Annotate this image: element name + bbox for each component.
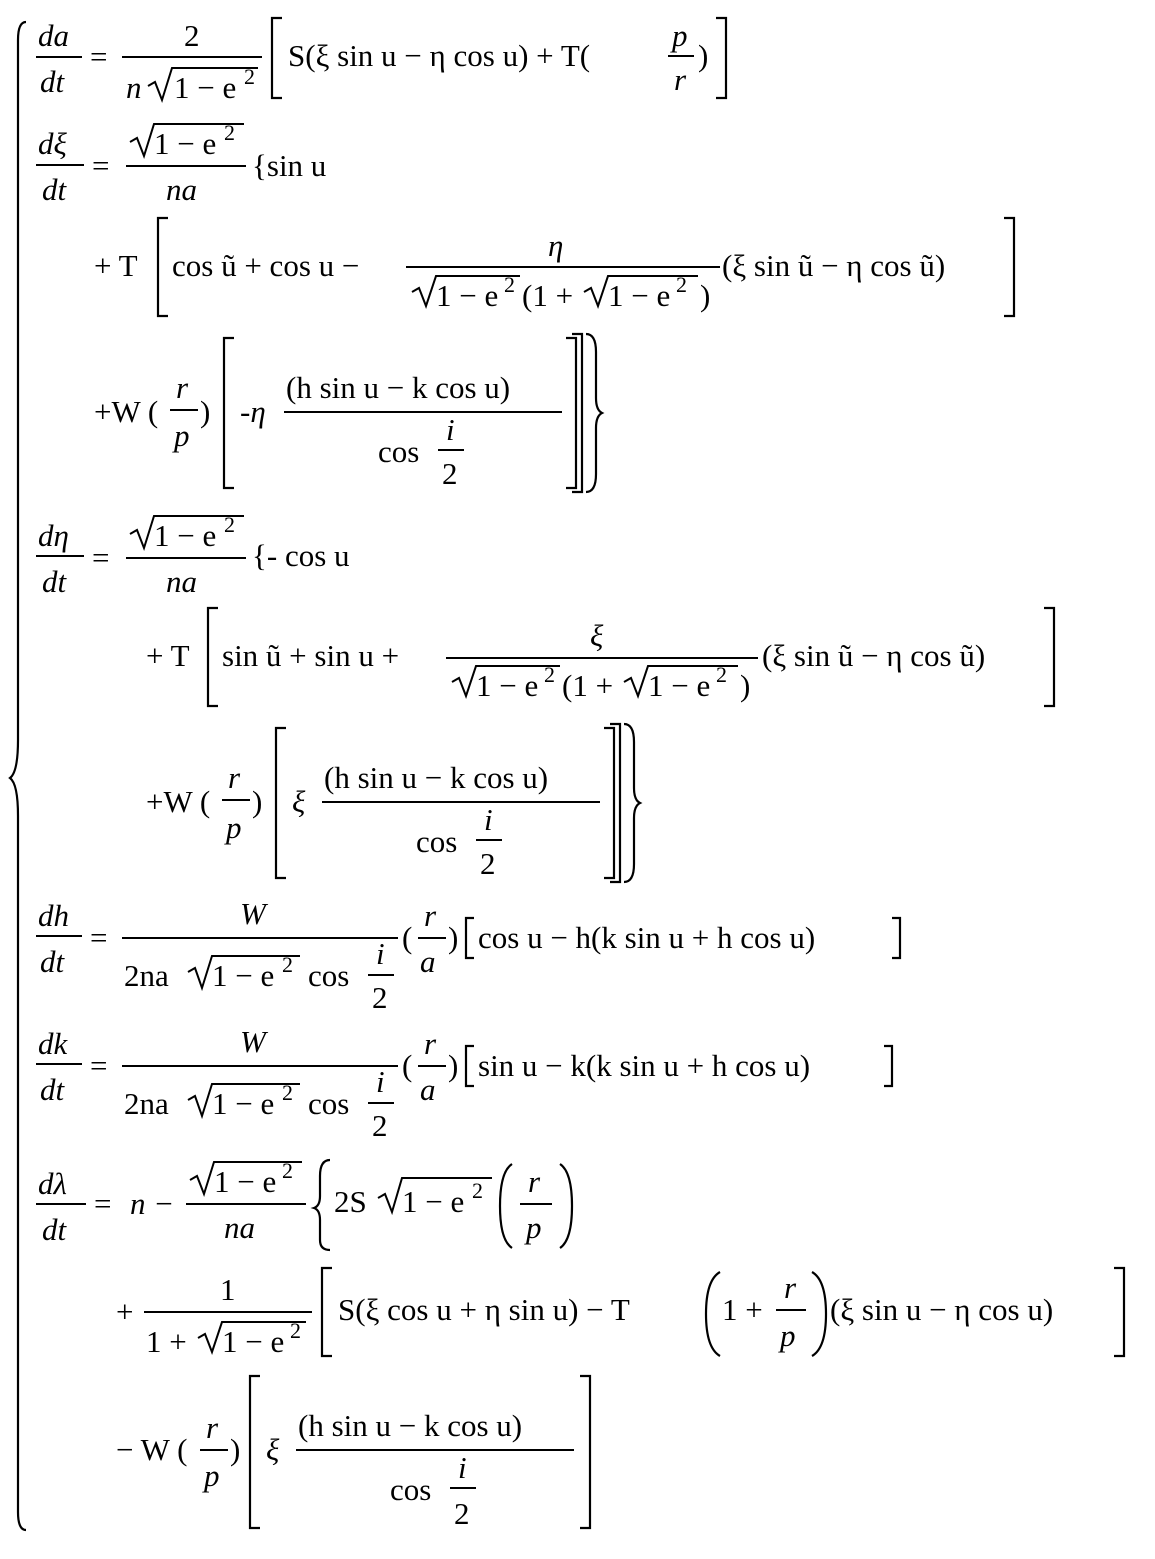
eq3-T-frac-den-d: ) <box>740 668 751 703</box>
eq6-L2-body-a: S(ξ cos u + η sin u) − T <box>338 1292 630 1327</box>
eq3-W-den-i: i <box>484 802 493 837</box>
eq2-T-body: cos ũ + cos u − <box>172 248 360 283</box>
eq5-coef-den-cos: cos <box>308 1086 350 1121</box>
eq3-coef-den: na <box>166 564 197 599</box>
eq2-W-den-2: 2 <box>442 456 458 491</box>
eq2-T-frac-den-exp-a: 2 <box>504 272 515 297</box>
eq4-coef-den-i: i <box>376 936 385 971</box>
eq6-L2-right-paren <box>812 1272 826 1356</box>
eq2-T-frac-den-b: (1 + <box>522 278 574 313</box>
eq2-W-den-i: i <box>446 412 455 447</box>
eq2-coef-num-rad: 1 − e <box>154 126 217 161</box>
eq2-W-p: p <box>174 418 190 453</box>
eq2-coef-den: na <box>166 172 197 207</box>
eq1-body: S(ξ sin u − η cos u) + T( <box>288 38 591 73</box>
eq6-S-rad: 1 − e <box>402 1184 465 1219</box>
eq4-lhs-num: dh <box>38 898 69 933</box>
eq2-T-right-bracket <box>1004 218 1014 316</box>
eq1-right-bracket <box>716 18 726 98</box>
eq3-T-left-bracket <box>208 608 218 706</box>
eq3-equals: = <box>92 540 110 575</box>
eq3-T-frac-den-exp-a: 2 <box>544 662 555 687</box>
equation-dk-dt <box>36 1024 892 1143</box>
eq6-L2-den-rad: 1 − e <box>222 1324 285 1359</box>
eq2-T-frac-den-exp-c: 2 <box>676 272 687 297</box>
eq1-lhs-num: da <box>38 18 69 53</box>
eq6-L2-paren-1: 1 + <box>722 1292 763 1327</box>
eq5-coef-den-i: i <box>376 1064 385 1099</box>
eq2-W-left-bracket <box>224 338 234 488</box>
eq5-coef-den-a: 2na <box>124 1086 169 1121</box>
eq5-coef-den-2: 2 <box>372 1108 388 1143</box>
eq3-W-lead: ξ <box>292 784 306 819</box>
eq1-coef-num: 2 <box>184 18 200 53</box>
eq3-T-frac-den-b: (1 + <box>562 668 614 703</box>
eq3-coef-num-exp: 2 <box>224 512 235 537</box>
eq6-lhs-den: dt <box>42 1212 67 1247</box>
eq5-coef-den-rad: 1 − e <box>212 1086 275 1121</box>
eq6-L2-tail: (ξ sin u − η cos u) <box>830 1292 1054 1327</box>
eq2-T-tail: (ξ sin ũ − η cos ũ) <box>722 248 946 283</box>
equation-dxi-dt <box>36 120 1014 492</box>
eq4-coef-num: W <box>240 896 266 931</box>
eq4-coef-den-2: 2 <box>372 980 388 1015</box>
eq6-L2-plus: + <box>116 1294 134 1329</box>
eq1-lhs-den: dt <box>40 64 65 99</box>
eq5-ra-a: a <box>420 1072 436 1107</box>
eq4-coef-den-cos: cos <box>308 958 350 993</box>
eq4-body: cos u − h(k sin u + h cos u) <box>478 920 816 955</box>
eq6-W-close: ) <box>230 1432 241 1467</box>
eq6-coef-den: na <box>224 1210 255 1245</box>
eq6-W-prefix: − W ( <box>116 1432 188 1467</box>
eq3-head: {- cos u <box>252 538 350 573</box>
eq2-lhs-den: dt <box>42 172 67 207</box>
eq6-W-den-2: 2 <box>454 1496 470 1531</box>
eq3-W-p: p <box>226 810 242 845</box>
eq3-right-brace <box>624 724 640 882</box>
eq3-T-tail: (ξ sin ũ − η cos ũ) <box>762 638 986 673</box>
eq6-W-num: (h sin u − k cos u) <box>298 1408 523 1443</box>
eq6-S-r: r <box>528 1164 541 1199</box>
eq6-L2-p: p <box>780 1318 796 1353</box>
eq2-T-left-bracket <box>158 218 168 316</box>
eq4-coef-den-rad: 1 − e <box>212 958 275 993</box>
eq2-T-frac-den-d: ) <box>700 278 711 313</box>
eq2-coef-num-exp: 2 <box>224 120 235 145</box>
eq2-W-den-cos: cos <box>378 434 420 469</box>
eq3-T-right-bracket <box>1044 608 1054 706</box>
eq5-right-bracket <box>884 1046 892 1086</box>
eq3-lhs-num: dη <box>38 518 69 553</box>
eq6-equals: = <box>94 1186 112 1221</box>
eq6-coef-num-rad: 1 − e <box>214 1164 277 1199</box>
eq2-right-brace <box>586 334 602 492</box>
eq6-W-p: p <box>204 1458 220 1493</box>
eq2-T-frac-den-a: 1 − e <box>436 278 499 313</box>
eq2-W-right-bracket-inner <box>566 338 576 488</box>
eq3-T-prefix: + T <box>146 638 190 673</box>
eq5-body: sin u − k(k sin u + h cos u) <box>478 1048 811 1083</box>
eq3-W-prefix: +W ( <box>146 784 211 819</box>
eq4-ra-open: ( <box>402 920 413 955</box>
eq6-W-den-i: i <box>458 1450 467 1485</box>
eq1-coef-den-exp: 2 <box>244 64 255 89</box>
eq6-L2-right-bracket <box>1114 1268 1124 1356</box>
eq3-W-close: ) <box>252 784 263 819</box>
eq4-ra-r: r <box>424 898 437 933</box>
eq5-coef-num: W <box>240 1024 266 1059</box>
eq2-equals: = <box>92 148 110 183</box>
eq1-left-bracket <box>272 18 282 98</box>
eq6-L2-left-bracket <box>322 1268 332 1356</box>
eq5-ra-close: ) <box>448 1048 459 1083</box>
eq6-S-left-paren <box>500 1164 512 1248</box>
eq3-T-frac-den-exp-c: 2 <box>716 662 727 687</box>
eq1-close: ) <box>698 38 709 73</box>
eq5-coef-den-exp: 2 <box>282 1080 293 1105</box>
eq4-ra-a: a <box>420 944 436 979</box>
eq2-W-prefix: +W ( <box>94 394 159 429</box>
eq5-lhs-den: dt <box>40 1072 65 1107</box>
equation-dlambda-dt <box>36 1158 1124 1531</box>
eq2-T-prefix: + T <box>94 248 138 283</box>
eq2-T-frac-den-c: 1 − e <box>608 278 671 313</box>
eq5-ra-r: r <box>424 1026 437 1061</box>
eq4-coef-den-exp: 2 <box>282 952 293 977</box>
eq4-equals: = <box>90 920 108 955</box>
eq1-r: r <box>674 62 687 97</box>
eq6-S-right-paren <box>560 1164 572 1248</box>
eq5-equals: = <box>90 1048 108 1083</box>
eq6-left-brace <box>314 1160 330 1250</box>
eq3-W-right-bracket-inner <box>604 728 614 878</box>
eq6-W-left-bracket <box>250 1376 260 1528</box>
eq6-W-right-bracket <box>580 1376 590 1528</box>
eq1-p: p <box>672 18 688 53</box>
eq6-W-lead: ξ <box>266 1432 280 1467</box>
eq2-W-close: ) <box>200 394 211 429</box>
eq3-T-frac-den-c: 1 − e <box>648 668 711 703</box>
eq2-W-num: (h sin u − k cos u) <box>286 370 511 405</box>
eq2-lhs-num: dξ <box>38 126 67 161</box>
eq3-coef-num-rad: 1 − e <box>154 518 217 553</box>
eq3-T-frac-num: ξ <box>590 618 604 653</box>
eq6-W-den-cos: cos <box>390 1472 432 1507</box>
eq5-left-bracket <box>466 1046 474 1086</box>
equation-dh-dt <box>36 896 900 1015</box>
system-left-brace <box>10 22 26 1530</box>
eq4-coef-den-a: 2na <box>124 958 169 993</box>
eq3-W-den-2: 2 <box>480 846 496 881</box>
eq2-W-lead: -η <box>240 394 266 429</box>
eq6-S-lead: 2S <box>334 1184 367 1219</box>
eq6-lhs-num: dλ <box>38 1166 67 1201</box>
eq3-lhs-den: dt <box>42 564 67 599</box>
eq1-coef-den-n: n <box>126 70 142 105</box>
eq2-W-r: r <box>176 370 189 405</box>
eq2-T-frac-num: η <box>548 228 564 263</box>
eq6-S-exp: 2 <box>472 1178 483 1203</box>
eq2-head: {sin u <box>252 148 327 183</box>
eq3-T-body: sin ũ + sin u + <box>222 638 400 673</box>
eq6-S-p: p <box>526 1210 542 1245</box>
eq4-left-bracket <box>466 918 474 958</box>
eq6-coef-num-exp: 2 <box>282 1158 293 1183</box>
eq1-equals: = <box>90 39 108 74</box>
eq6-L2-r: r <box>784 1270 797 1305</box>
eq3-T-frac-den-a: 1 − e <box>476 668 539 703</box>
eq3-W-r: r <box>228 760 241 795</box>
eq1-coef-den-rad: 1 − e <box>174 70 237 105</box>
eq5-ra-open: ( <box>402 1048 413 1083</box>
eq5-lhs-num: dk <box>38 1026 68 1061</box>
eq6-W-r: r <box>206 1410 219 1445</box>
equation-da-dt <box>36 18 726 105</box>
eq4-ra-close: ) <box>448 920 459 955</box>
eq6-L2-den-exp: 2 <box>290 1318 301 1343</box>
eq4-right-bracket <box>892 918 900 958</box>
eq3-W-den-cos: cos <box>416 824 458 859</box>
equation-deta-dt <box>36 512 1054 882</box>
eq3-W-left-bracket <box>276 728 286 878</box>
eq6-L2-num: 1 <box>220 1272 236 1307</box>
eq6-L2-den-a: 1 + <box>146 1324 187 1359</box>
eq4-lhs-den: dt <box>40 944 65 979</box>
eq3-W-num: (h sin u − k cos u) <box>324 760 549 795</box>
eq6-rhs-n: n − <box>130 1186 175 1221</box>
eq6-L2-left-paren <box>706 1272 720 1356</box>
